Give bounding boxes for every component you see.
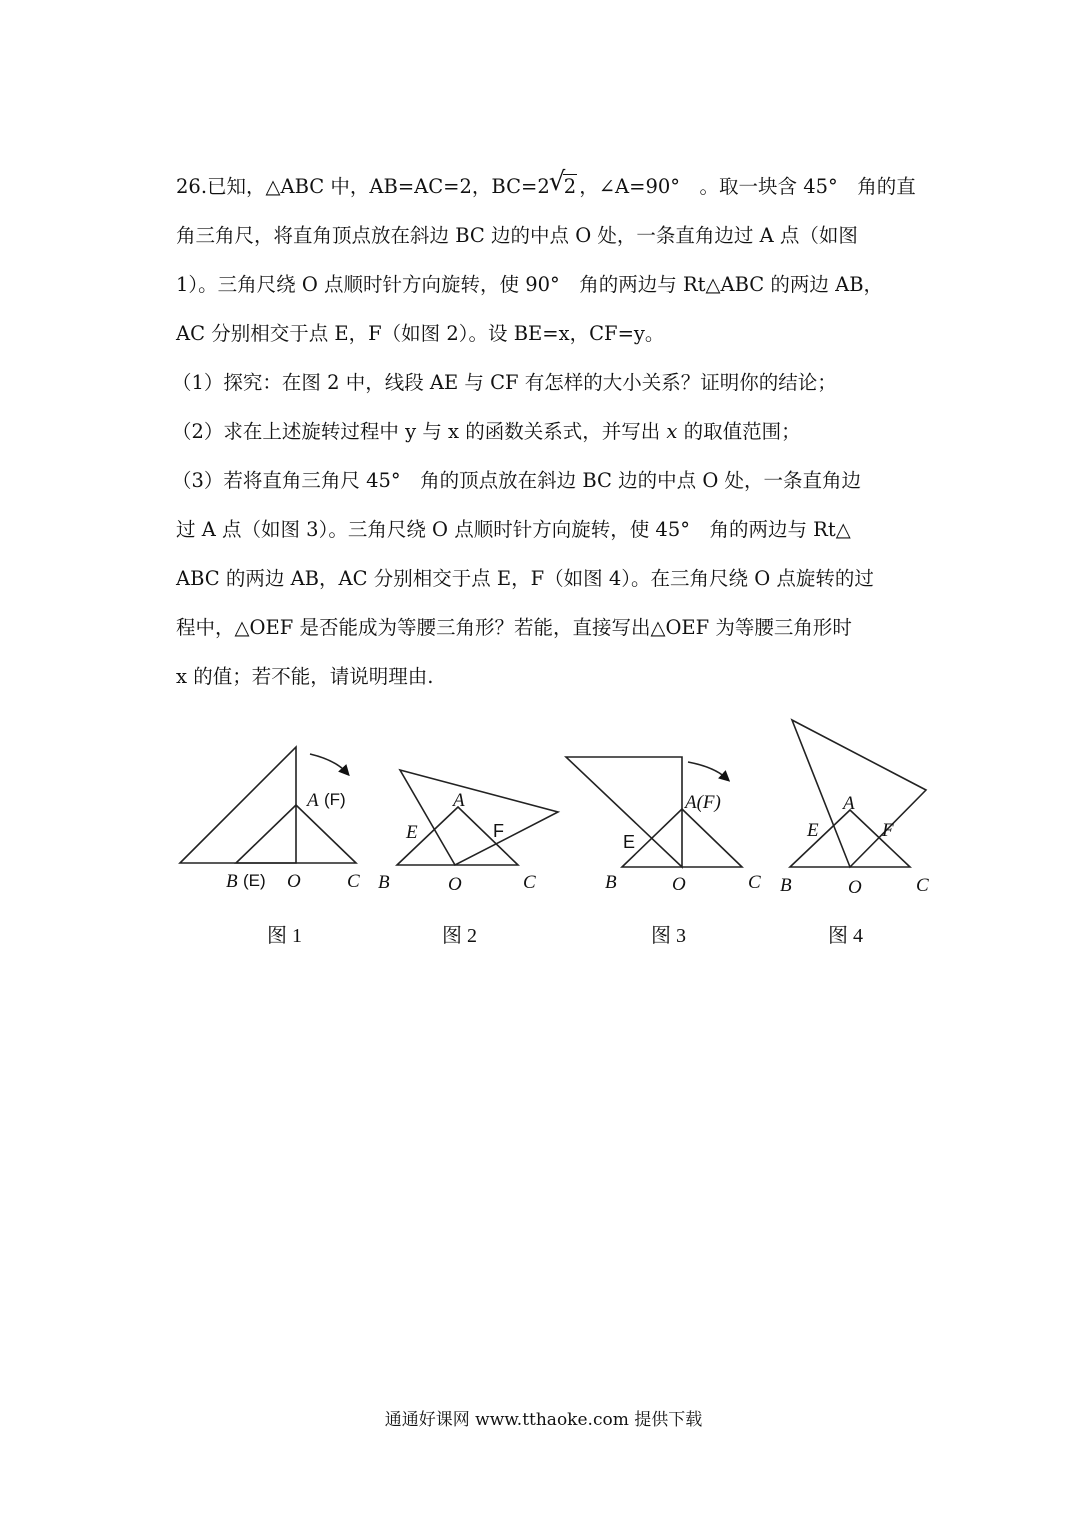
figures-row — [170, 710, 940, 970]
fig1-label-f: (F) — [324, 790, 346, 809]
fig3-label-e: E — [623, 832, 636, 852]
problem-line-1 — [176, 162, 916, 211]
fig2-label-c: C — [523, 872, 536, 893]
question-2-post: 的取值范围； — [677, 420, 801, 443]
fig4-label-e: E — [807, 820, 819, 841]
fig3-label-c: C — [748, 872, 761, 893]
question-3: （3）若将直角三角尺 45° 角的顶点放在斜边 BC 边的中点 O 处，一条直角边 — [172, 469, 862, 492]
fig2-label-a: A — [453, 790, 465, 811]
question-3-line-4: 程中，△OEF 是否能成为等腰三角形？若能，直接写出△OEF 为等腰三角形时 — [176, 616, 852, 639]
question-2-variable: x — [666, 420, 678, 443]
problem-line-4: AC 分别相交于点 E，F（如图 2）。设 BE=x，CF=y。 — [176, 322, 665, 345]
fig2-label-e: E — [406, 822, 418, 843]
fig3-rotation-arrow — [688, 762, 726, 778]
fig2-caption: 图 2 — [442, 925, 477, 947]
fig4-label-c: C — [916, 875, 929, 896]
fig1-label-e: (E) — [243, 871, 266, 890]
fig2-label-o: O — [448, 874, 462, 895]
fig2-label-f: F — [493, 821, 504, 841]
fig1-set-square — [180, 747, 296, 863]
fig1-rotation-arrow — [310, 754, 346, 772]
fig4-label-f: F — [882, 820, 894, 841]
fig3-label-o: O — [672, 874, 686, 895]
line-1-pre: 26.已知，△ABC 中，AB=AC=2，BC=2 — [176, 175, 550, 198]
figures-svg — [170, 710, 940, 970]
fig1-label-c: C — [347, 871, 360, 892]
question-3-line-2: 过 A 点（如图 3）。三角尺绕 O 点顺时针方向旋转，使 45° 角的两边与 Rt△ — [176, 518, 851, 541]
fig1-caption: 图 1 — [267, 925, 302, 947]
question-3-line-3: ABC 的两边 AB，AC 分别相交于点 E，F（如图 4）。在三角尺绕 O 点旋转的过 — [176, 567, 874, 590]
figure-2 — [397, 770, 558, 865]
fig3-label-af: A(F) — [685, 792, 721, 813]
fig4-label-a: A — [843, 793, 855, 814]
question-1: （1）探究：在图 2 中，线段 AE 与 CF 有怎样的大小关系？证明你的结论； — [172, 371, 837, 394]
problem-line-2: 角三角尺，将直角顶点放在斜边 BC 边的中点 O 处，一条直角边过 A 点（如图 — [176, 224, 858, 247]
fig1-label-b: B — [226, 871, 238, 892]
fig3-caption: 图 3 — [651, 925, 686, 947]
fig2-label-b: B — [378, 872, 390, 893]
fig4-label-b: B — [780, 875, 792, 896]
fig4-label-o: O — [848, 877, 862, 898]
sqrt-expression — [552, 162, 577, 211]
sqrt-radicand: 2 — [563, 175, 577, 198]
fig4-caption: 图 4 — [828, 925, 863, 947]
problem-text — [172, 162, 916, 701]
footer-credit: 通通好课网 www.tthaoke.com 提供下载 — [384, 1410, 703, 1430]
fig2-set-square — [400, 770, 558, 865]
question-3-line-5: x 的值；若不能，请说明理由. — [176, 665, 434, 688]
fig1-label-o: O — [287, 871, 301, 892]
fig1-label-a: A — [307, 790, 319, 811]
line-1-post: ，∠A=90° 。取一块含 45° 角的直 — [579, 175, 916, 198]
question-2 — [172, 407, 916, 456]
question-2-pre: （2）求在上述旋转过程中 y 与 x 的函数关系式，并写出 — [172, 420, 667, 443]
fig3-label-b: B — [605, 872, 617, 893]
problem-line-3: 1）。三角尺绕 O 点顺时针方向旋转，使 90° 角的两边与 Rt△ABC 的两边 AB， — [176, 273, 884, 296]
figure-4 — [790, 720, 926, 867]
